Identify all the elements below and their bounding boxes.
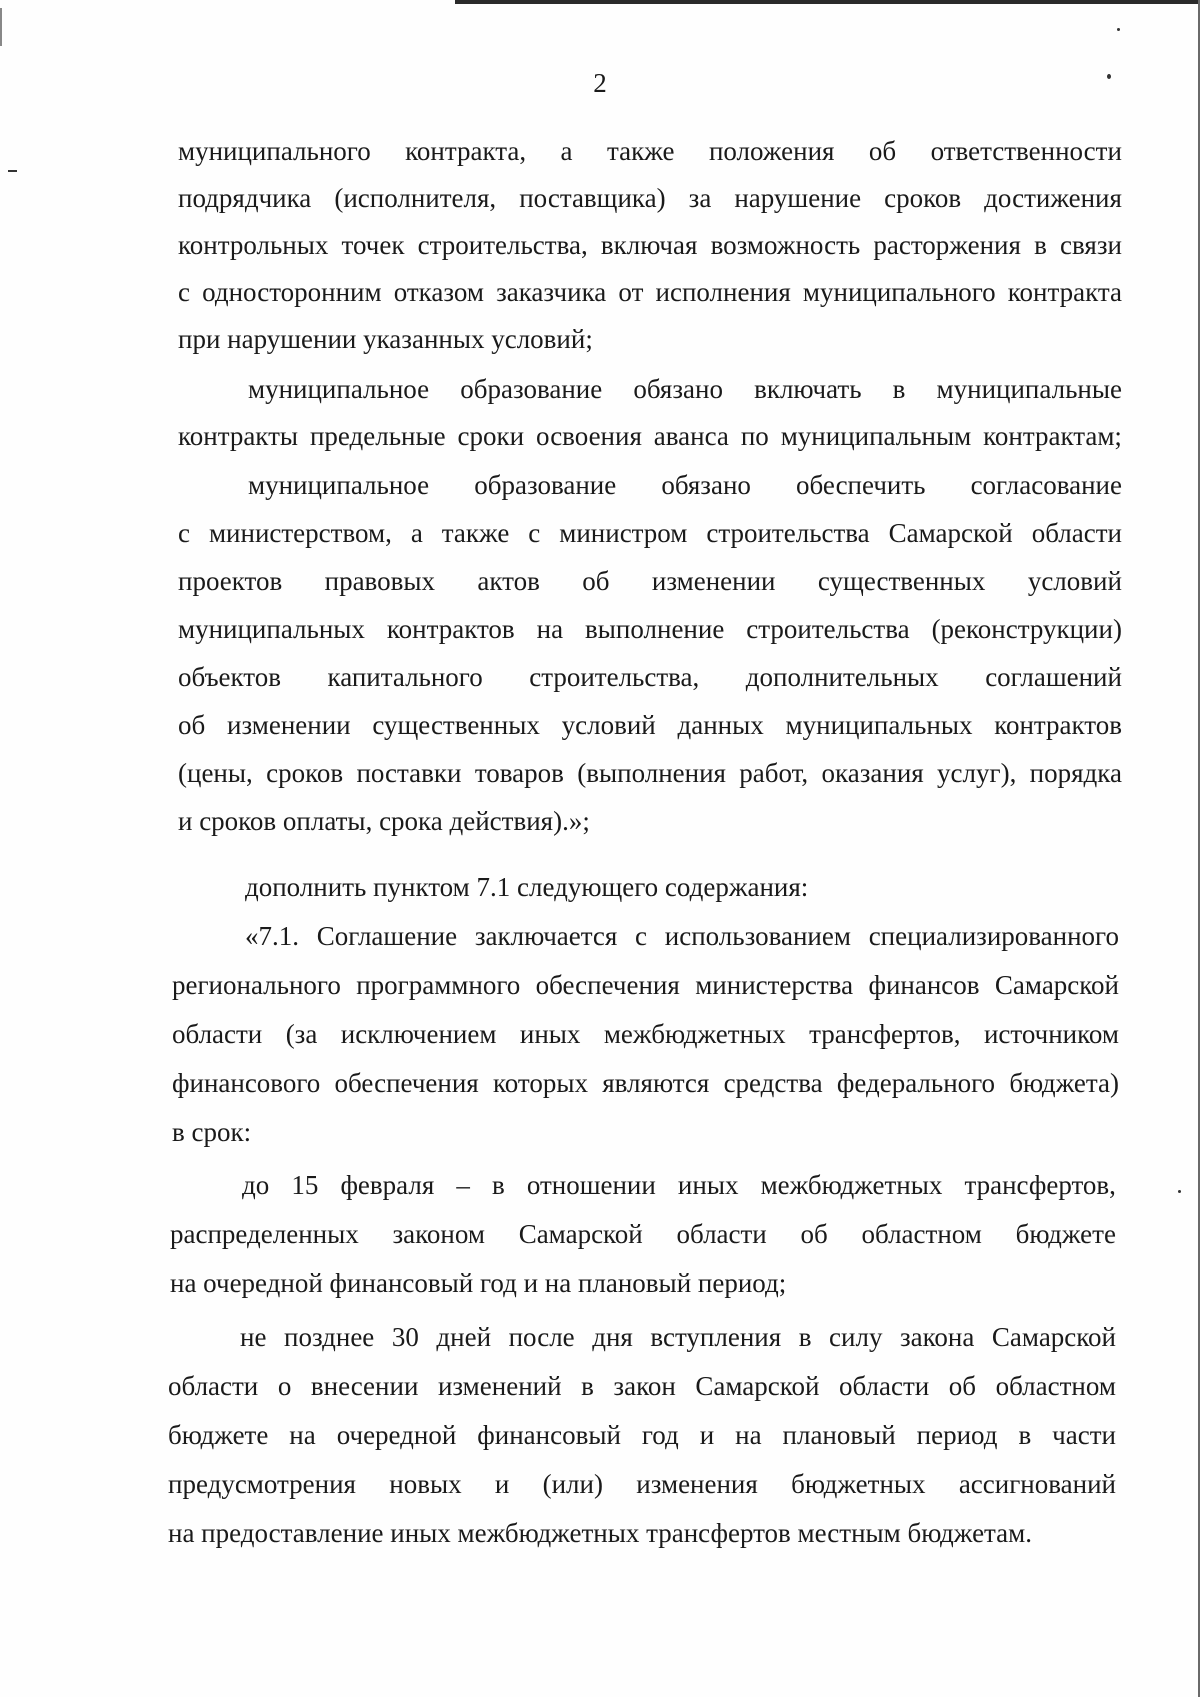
text-line: подрядчика (исполнителя, поставщика) за нарушение сроков достижения bbox=[178, 183, 1122, 213]
text-line: муниципальное образование обязано обеспечить согласование bbox=[248, 470, 1122, 500]
text-line: проектов правовых актов об изменении существенных условий bbox=[178, 566, 1122, 596]
text-line: в срок: bbox=[172, 1117, 252, 1147]
text-line: регионального программного обеспечения министерства финансов Самарской bbox=[172, 970, 1119, 1000]
text-line: с односторонним отказом заказчика от исполнения муниципального контракта bbox=[178, 277, 1122, 307]
scan-speck bbox=[1117, 28, 1120, 31]
text-line: при нарушении указанных условий; bbox=[178, 324, 593, 354]
text-line: распределенных законом Самарской области об областном бюджете bbox=[170, 1219, 1116, 1249]
text-line: бюджете на очередной финансовый год и на плановый период в части bbox=[168, 1420, 1116, 1450]
scan-speck bbox=[1178, 1190, 1181, 1193]
text-line: контрольных точек строительства, включая возможность расторжения в связи bbox=[178, 230, 1122, 260]
text-line: области (за исключением иных межбюджетных трансфертов, источником bbox=[172, 1019, 1119, 1049]
text-line: не позднее 30 дней после дня вступления в силу закона Самарской bbox=[240, 1322, 1116, 1352]
text-line: дополнить пунктом 7.1 следующего содержания: bbox=[245, 872, 809, 902]
text-line: с министерством, а также с министром строительства Самарской области bbox=[178, 518, 1122, 548]
scan-top-rule bbox=[455, 0, 1200, 4]
text-line: об изменении существенных условий данных муниципальных контрактов bbox=[178, 710, 1122, 740]
text-line: области о внесении изменений в закон Самарской области об областном bbox=[168, 1371, 1116, 1401]
scan-left-mark bbox=[0, 8, 2, 46]
text-line: муниципальное образование обязано включать в муниципальные bbox=[248, 374, 1122, 404]
text-line: на очередной финансовый год и на плановый период; bbox=[170, 1268, 787, 1298]
text-line: муниципальных контрактов на выполнение строительства (реконструкции) bbox=[178, 614, 1122, 644]
page-number: 2 bbox=[593, 68, 607, 98]
text-line: на предоставление иных межбюджетных трансфертов местным бюджетам. bbox=[168, 1518, 1032, 1548]
text-line: и сроков оплаты, срока действия).»; bbox=[178, 806, 590, 836]
text-line: до 15 февраля – в отношении иных межбюджетных трансфертов, bbox=[242, 1170, 1116, 1200]
text-line: муниципального контракта, а также положения об ответственности bbox=[178, 136, 1122, 166]
text-line: (цены, сроков поставки товаров (выполнения работ, оказания услуг), порядка bbox=[178, 758, 1122, 788]
text-line: «7.1. Соглашение заключается с использованием специализированного bbox=[245, 921, 1119, 951]
text-line: контракты предельные сроки освоения аванса по муниципальным контрактам; bbox=[178, 421, 1122, 451]
text-line: объектов капитального строительства, дополнительных соглашений bbox=[178, 662, 1122, 692]
scan-speck bbox=[8, 170, 17, 172]
text-line: финансового обеспечения которых являются средства федерального бюджета) bbox=[172, 1068, 1119, 1098]
text-line: предусмотрения новых и (или) изменения бюджетных ассигнований bbox=[168, 1469, 1116, 1499]
